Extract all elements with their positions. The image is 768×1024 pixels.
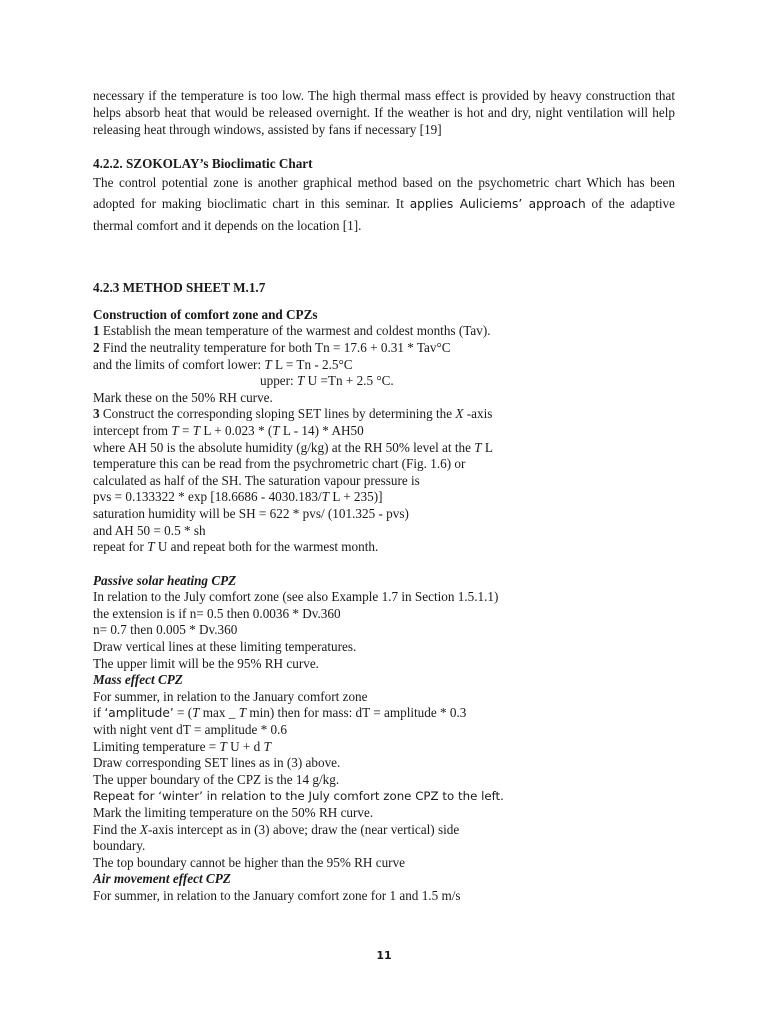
- step-3: 3 Construct the corresponding sloping SET lines by determining the X -axis: [93, 406, 493, 422]
- mass-line-8: Mark the limiting temperature on the 50% RH curve.: [93, 805, 374, 821]
- page-number: 11: [376, 949, 392, 962]
- mass-line-3: with night vent dT = amplitude * 0.6: [93, 722, 288, 738]
- absolute-humidity-line: where AH 50 is the absolute humidity (g/kg) at the RH 50% level at the T L: [93, 439, 493, 455]
- ah50-formula: and AH 50 = 0.5 * sh: [93, 522, 206, 538]
- mass-line-10: boundary.: [93, 838, 146, 854]
- step-1: 1 Establish the mean temperature of the warmest and coldest months (Tav).: [93, 323, 491, 339]
- saturation-pressure-line: calculated as half of the SH. The saturation vapour pressure is: [93, 472, 420, 488]
- saturation-humidity-formula: saturation humidity will be SH = 622 * pvs/ (101.325 - pvs): [93, 505, 409, 521]
- mass-line-1: For summer, in relation to the January comfort zone: [93, 688, 368, 704]
- document-page: [93, 88, 675, 905]
- comfort-lower-limit: and the limits of comfort lower: T L = Tn - 2.5°C: [93, 356, 353, 372]
- passive-line-2: the extension is if n= 0.5 then 0.0036 * Dv.360: [93, 605, 341, 621]
- passive-line-5: The upper limit will be the 95% RH curve.: [93, 655, 319, 671]
- mass-line-6: The upper boundary of the CPZ is the 14 g/kg.: [93, 771, 340, 787]
- pvs-formula: pvs = 0.133322 * exp [18.6686 - 4030.183/T L + 235)]: [93, 489, 383, 505]
- heading-passive-solar: Passive solar heating CPZ: [93, 572, 237, 588]
- repeat-warmest-line: repeat for T U and repeat both for the warmest month.: [93, 539, 379, 555]
- intercept-formula: intercept from T = T L + 0.023 * (T L - 14) * AH50: [93, 422, 364, 438]
- comfort-upper-limit: upper: T U =Tn + 2.5 °C.: [260, 373, 394, 389]
- psychrometric-line: temperature this can be read from the psychrometric chart (Fig. 1.6) or: [93, 456, 466, 472]
- mark-rh-curve: Mark these on the 50% RH curve.: [93, 389, 273, 405]
- mass-find-intercept: Find the X-axis intercept as in (3) above; draw the (near vertical) side: [93, 821, 460, 837]
- mass-limiting-temp: Limiting temperature = T U + d T: [93, 738, 271, 754]
- heading-method-sheet: 4.2.3 METHOD SHEET M.1.7: [93, 280, 266, 296]
- passive-line-4: Draw vertical lines at these limiting temperatures.: [93, 639, 357, 655]
- step-2: 2 Find the neutrality temperature for both Tn = 17.6 + 0.31 * Tav°C: [93, 339, 451, 355]
- passive-line-1: In relation to the July comfort zone (see also Example 1.7 in Section 1.5.1.1): [93, 589, 499, 605]
- air-line-1: For summer, in relation to the January comfort zone for 1 and 1.5 m/s: [93, 887, 461, 903]
- intro-paragraph: necessary if the temperature is too low. The high thermal mass effect is provided by heavy construction that helps absorb heat that would be released overnight. If the weather is hot and dry, night ventilation will help releasing heat through windows, assisted by fans if necessary [19]: [93, 88, 675, 137]
- heading-air-movement: Air movement effect CPZ: [93, 871, 231, 887]
- control-potential-paragraph: The control potential zone is another graphical method based on the psychometric chart Which has been adopted for making bioclimatic chart in this seminar. It applies Auliciems’ approach of the adaptive thermal comfort and it depends on the location [1].: [93, 175, 675, 234]
- heading-szokolay: 4.2.2. SZOKOLAY’s Bioclimatic Chart: [93, 156, 313, 172]
- mass-line-11: The top boundary cannot be higher than the 95% RH curve: [93, 854, 406, 870]
- mass-line-5: Draw corresponding SET lines as in (3) above.: [93, 755, 341, 771]
- subheading-comfort-zone: Construction of comfort zone and CPZs: [93, 307, 318, 323]
- mass-line-7: Repeat for ‘winter’ in relation to the July comfort zone CPZ to the left.: [93, 789, 504, 804]
- passive-line-3: n= 0.7 then 0.005 * Dv.360: [93, 622, 238, 638]
- heading-mass-effect: Mass effect CPZ: [93, 672, 183, 688]
- mass-amplitude-line: if ‘amplitude’ = (T max _ T min) then for mass: dT = amplitude * 0.3: [93, 705, 467, 721]
